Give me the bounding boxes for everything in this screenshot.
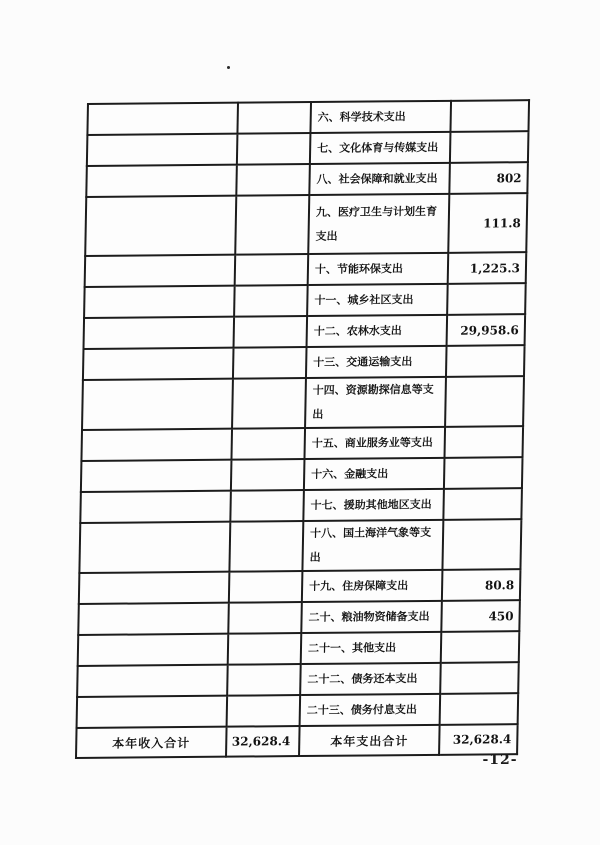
income-total-label: 本年收入合计: [76, 727, 227, 758]
table-row: [78, 600, 520, 635]
expense-value-cell: [450, 100, 529, 132]
expense-label-cell: 七、文化体育与传媒支出: [310, 132, 451, 164]
table-row: [79, 569, 521, 604]
income-label-cell: [87, 134, 238, 166]
income-label-cell: [79, 522, 230, 573]
expense-total-label: 本年支出合计: [299, 725, 440, 756]
table-row: [79, 519, 521, 573]
income-label-cell: [78, 603, 229, 635]
income-value-cell: [232, 378, 306, 429]
income-value-cell: [235, 254, 309, 286]
expense-label-cell: 十九、住房保障支出: [302, 570, 443, 602]
income-label-cell: [83, 317, 234, 349]
budget-table: [75, 99, 530, 759]
expense-label-cell: 十六、金融支出: [304, 458, 445, 490]
table-row: [86, 162, 528, 197]
income-label-cell: [87, 103, 238, 135]
expense-label-cell: 十一、城乡社区支出: [307, 284, 448, 316]
income-label-cell: [85, 196, 236, 256]
income-value-cell: [229, 571, 303, 603]
table-row: [80, 488, 522, 523]
table-row: [78, 631, 520, 666]
income-total-value: 32,628.4: [226, 726, 300, 757]
income-label-cell: [78, 634, 229, 666]
expense-value-cell: [445, 376, 524, 427]
expense-value-cell: [443, 488, 522, 520]
expense-label-cell: 十七、援助其他地区支出: [303, 489, 444, 521]
table-row: [87, 131, 529, 166]
income-label-cell: [77, 696, 228, 728]
expense-label-cell: 十三、交通运输支出: [306, 346, 447, 378]
table-row: [82, 376, 524, 430]
page-number: -12-: [482, 752, 518, 768]
expense-value-cell: 29,958.6: [447, 314, 526, 346]
income-label-cell: [79, 572, 230, 604]
income-label-cell: [83, 348, 234, 380]
expense-value-cell: [440, 662, 519, 694]
income-value-cell: [228, 602, 302, 634]
expense-value-cell: [440, 693, 519, 725]
expense-value-cell: 450: [441, 600, 520, 632]
table-row: [81, 426, 523, 461]
income-label-cell: [85, 255, 236, 287]
budget-table-container: [75, 99, 530, 759]
expense-label-cell: 八、社会保障和就业支出: [309, 163, 450, 195]
expense-label-cell: 九、医疗卫生与计划生育支出: [308, 194, 449, 254]
expense-value-cell: 80.8: [442, 569, 521, 601]
scan-speck: [227, 66, 230, 69]
income-value-cell: [227, 695, 301, 727]
expense-label-cell: 六、科学技术支出: [310, 101, 451, 133]
table-row: [85, 252, 527, 287]
expense-label-cell: 十八、国土海洋气象等支出: [302, 520, 443, 571]
income-label-cell: [84, 286, 235, 318]
income-value-cell: [237, 133, 311, 165]
table-row: [85, 193, 527, 256]
expense-label-cell: 二十、粮油物资储备支出: [301, 601, 442, 633]
table-row: [77, 693, 519, 728]
income-value-cell: [234, 285, 308, 317]
income-label-cell: [82, 379, 233, 430]
expense-value-cell: [444, 457, 523, 489]
table-row: [87, 100, 529, 135]
income-value-cell: [229, 521, 303, 572]
income-value-cell: [227, 664, 301, 696]
expense-total-value: 32,628.4: [439, 724, 518, 755]
expense-label-cell: 十四、资源勘探信息等支出: [305, 377, 446, 428]
income-label-cell: [77, 665, 228, 697]
expense-value-cell: [446, 345, 525, 377]
expense-value-cell: [442, 519, 521, 570]
expense-label-cell: 二十二、债务还本支出: [300, 663, 441, 695]
totals-row: [76, 724, 518, 758]
expense-value-cell: 1,225.3: [448, 252, 527, 284]
expense-value-cell: 111.8: [448, 193, 527, 253]
expense-label-cell: 十五、商业服务业等支出: [304, 427, 445, 459]
income-label-cell: [81, 429, 232, 461]
expense-value-cell: [441, 631, 520, 663]
income-label-cell: [81, 460, 232, 492]
income-value-cell: [235, 195, 309, 255]
income-value-cell: [233, 347, 307, 379]
table-row: [83, 345, 525, 380]
income-value-cell: [236, 164, 310, 196]
income-value-cell: [230, 490, 304, 522]
table-row: [81, 457, 523, 492]
income-value-cell: [228, 633, 302, 665]
income-value-cell: [231, 428, 305, 460]
expense-value-cell: 802: [449, 162, 528, 194]
budget-table-body: [76, 100, 529, 758]
table-row: [77, 662, 519, 697]
table-row: [83, 314, 525, 349]
expense-label-cell: 二十一、其他支出: [301, 632, 442, 664]
expense-label-cell: 十、节能环保支出: [308, 253, 449, 285]
expense-label-cell: 十二、农林水支出: [307, 315, 448, 347]
table-row: [84, 283, 526, 318]
expense-value-cell: [450, 131, 529, 163]
expense-label-cell: 二十三、债务付息支出: [300, 694, 441, 726]
income-value-cell: [237, 102, 311, 134]
income-label-cell: [80, 491, 231, 523]
income-value-cell: [231, 459, 305, 491]
expense-value-cell: [447, 283, 526, 315]
income-value-cell: [234, 316, 308, 348]
income-label-cell: [86, 165, 237, 197]
expense-value-cell: [444, 426, 523, 458]
